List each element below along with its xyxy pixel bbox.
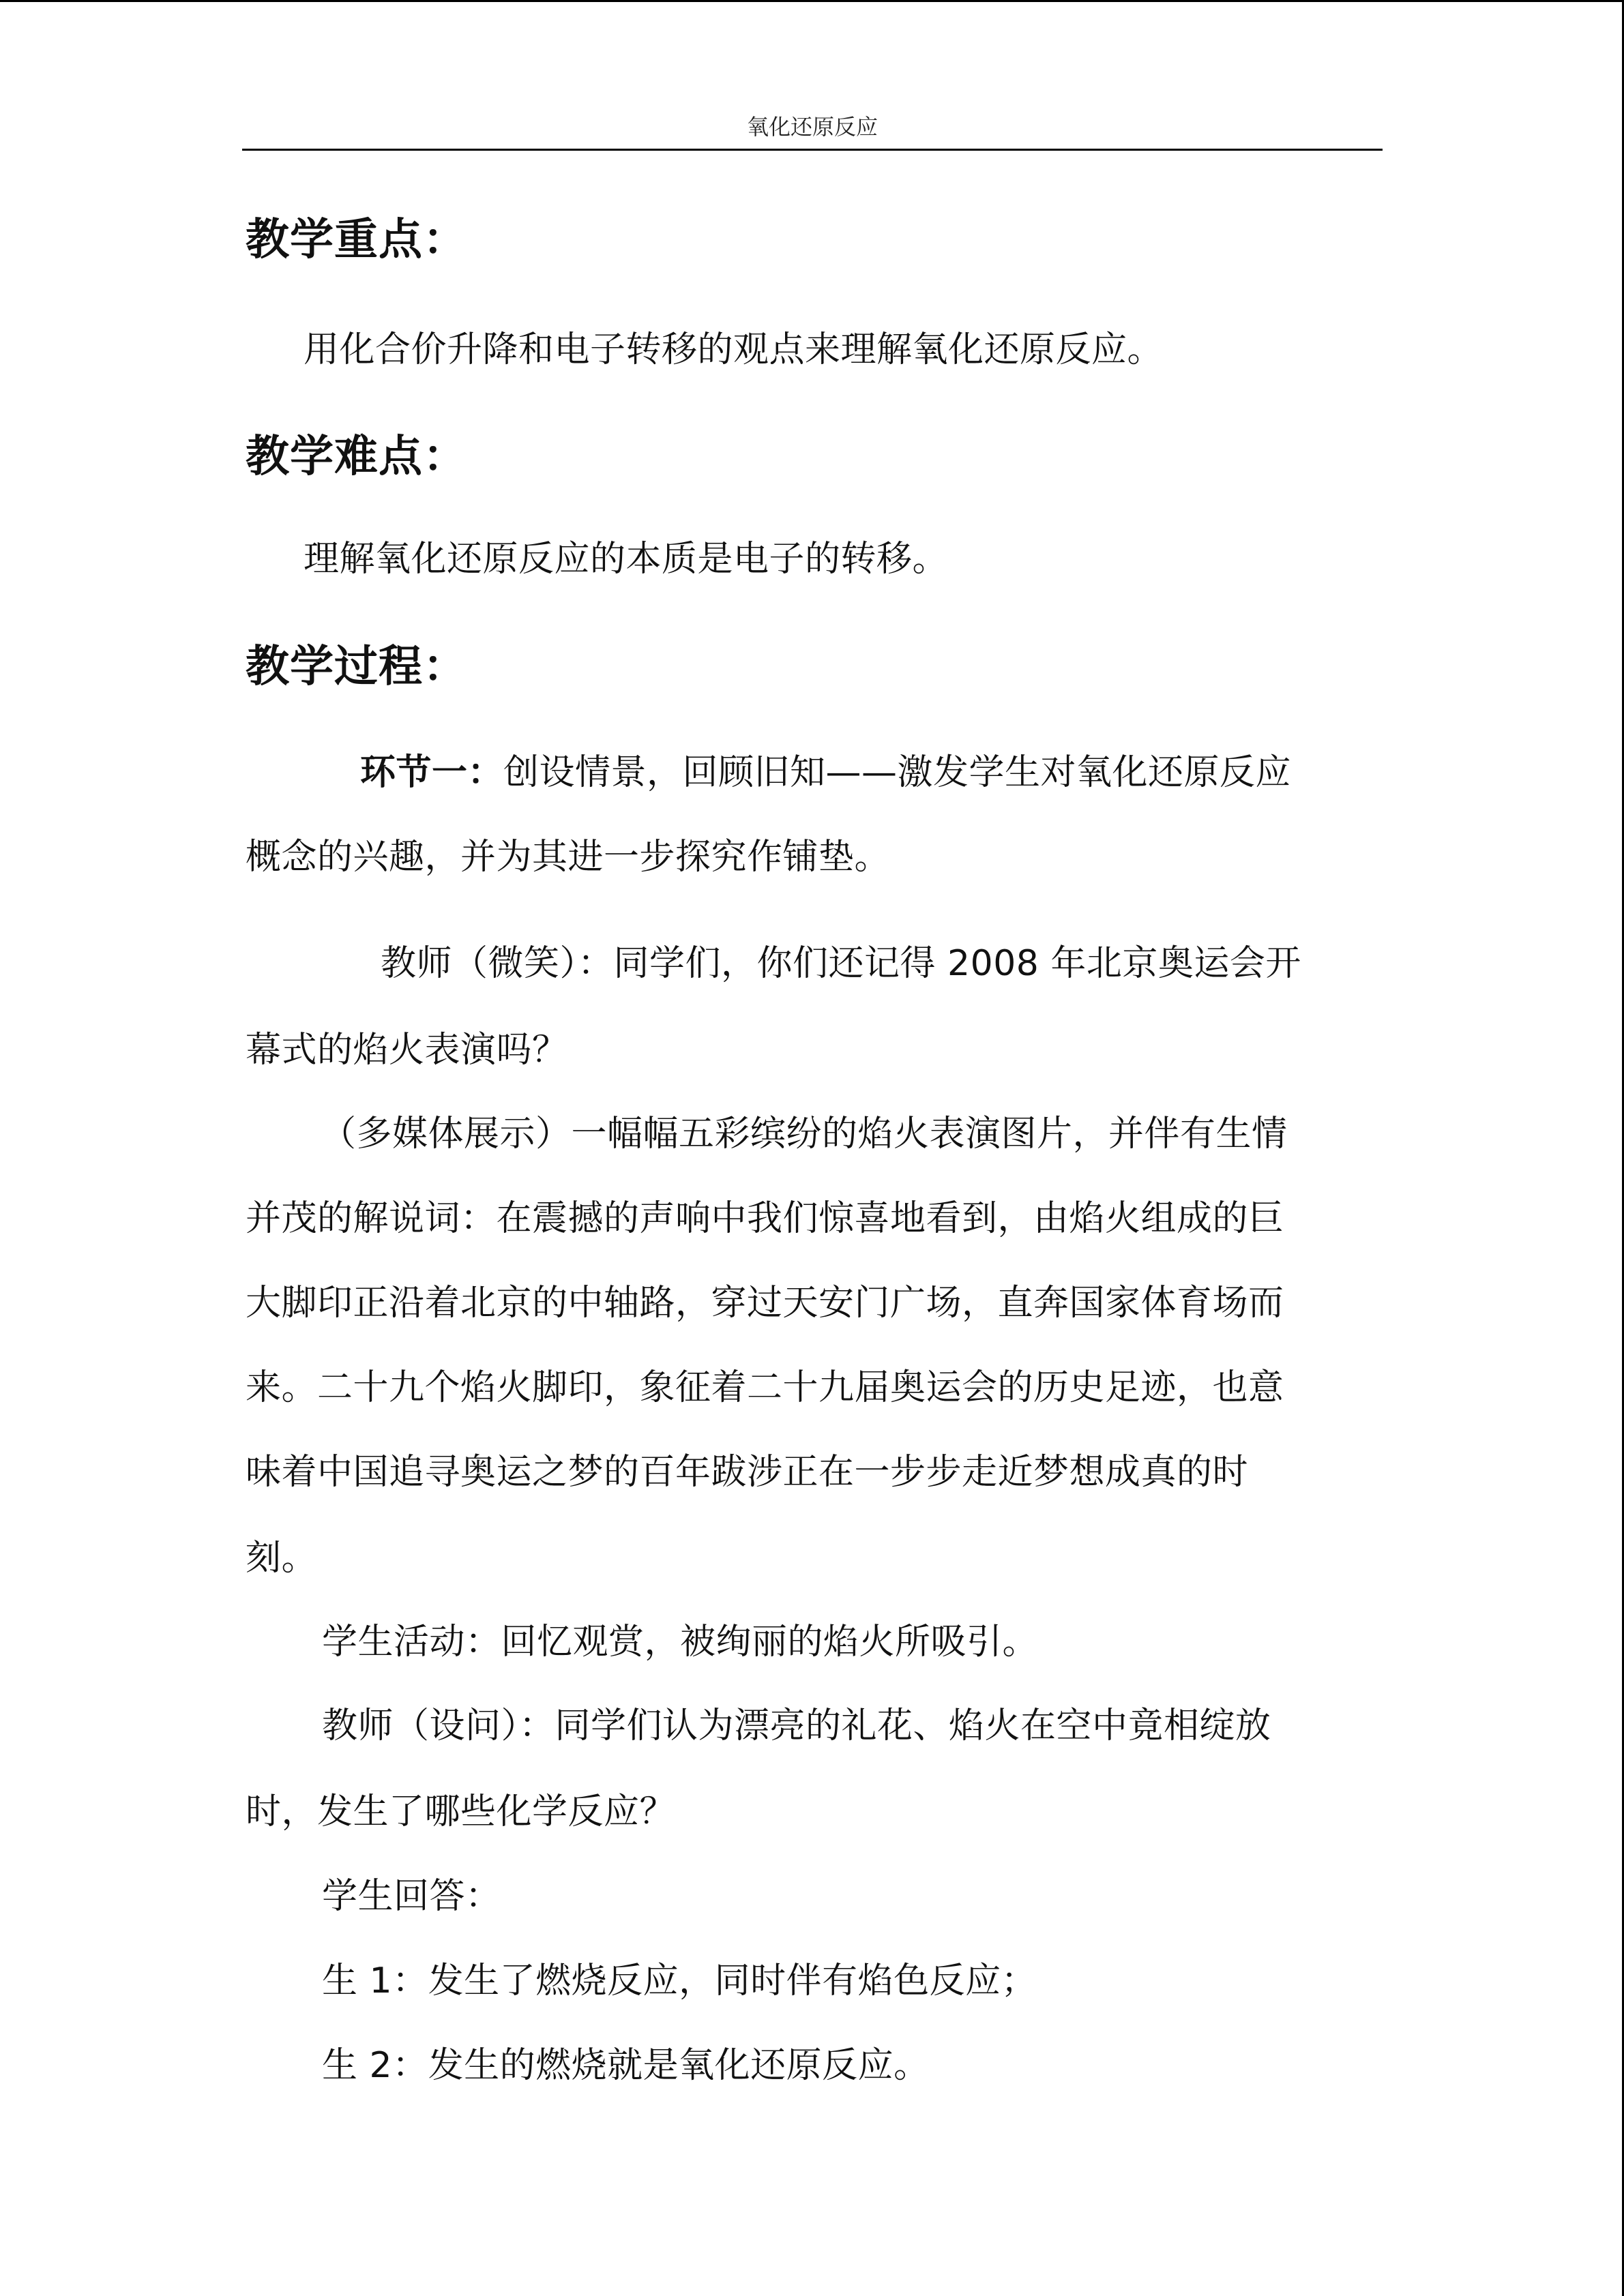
- media-line1: （多媒体展示）一幅幅五彩缤纷的焰火表演图片，并伴有生情: [321, 1114, 1288, 1154]
- student1-answer: 生 1：发生了燃烧反应，同时伴有焰色反应；: [322, 1960, 1037, 2001]
- stage1-line1: [360, 749, 1291, 796]
- page-header: 氧化还原反应: [746, 114, 878, 140]
- student-answer-label: 学生回答：: [322, 1876, 501, 1917]
- difficult-points-text: 理解氧化还原反应的本质是电子的转移。: [304, 539, 949, 580]
- media-line5: 味着中国追寻奥运之梦的百年跋涉正在一步步走近梦想成真的时: [246, 1452, 1249, 1493]
- media-line3: 大脚印正沿着北京的中轴路，穿过天安门广场，直奔国家体育场而: [246, 1283, 1284, 1324]
- media-line2: 并茂的解说词：在震撼的声响中我们惊喜地看到，由焰火组成的巨: [246, 1198, 1284, 1239]
- teacher-smile-line2: 幕式的焰火表演吗？: [246, 1030, 568, 1071]
- heading-difficult-points: 教学难点：: [246, 432, 467, 482]
- media-line6: 刻。: [246, 1538, 318, 1579]
- teacher-question-line1: 教师（设问）：同学们认为漂亮的礼花、焰火在空中竟相绽放: [322, 1705, 1271, 1746]
- key-points-text: 用化合价升降和电子转移的观点来理解氧化还原反应。: [304, 329, 1164, 370]
- stage1-line2: 概念的兴趣，并为其进一步探究作铺垫。: [246, 837, 891, 878]
- heading-teaching-process: 教学过程：: [246, 642, 467, 692]
- header-rule: [242, 149, 1383, 151]
- stage1-label: 环节一：: [360, 752, 504, 793]
- media-line4: 来。二十九个焰火脚印，象征着二十九届奥运会的历史足迹，也意: [246, 1367, 1284, 1408]
- student-activity: 学生活动：回忆观赏，被绚丽的焰火所吸引。: [322, 1622, 1039, 1663]
- teacher-smile-line1: 教师（微笑）：同学们，你们还记得 2008 年北京奥运会开: [381, 943, 1301, 984]
- stage1-title: 创设情景，回顾旧知——激发学生对氧化还原反应: [503, 752, 1292, 793]
- student2-answer: 生 2：发生的燃烧就是氧化还原反应。: [322, 2045, 930, 2086]
- page-top-border: [0, 0, 1624, 2]
- heading-key-points: 教学重点：: [246, 215, 467, 265]
- teacher-question-line2: 时，发生了哪些化学反应？: [246, 1791, 676, 1832]
